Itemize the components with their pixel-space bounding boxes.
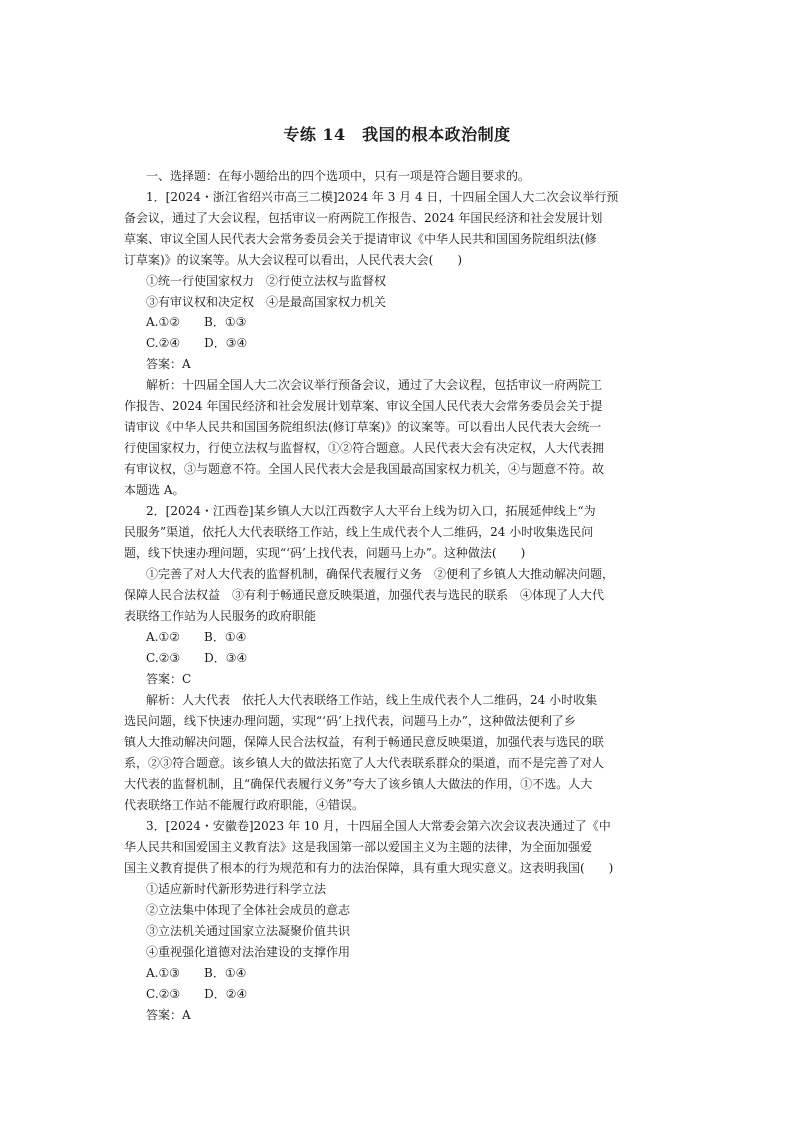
text-line: ④重视强化道德对法治建设的支撑作用 [146,945,351,959]
text-line: 大代表的监督机制，且“确保代表履行义务”夸大了该乡镇人大做法的作用，①不选。人大 [124,777,593,791]
text-line: 草案、审议全国人民代表大会常务委员会关于提请审议《中华人民共和国国务院组织法(修 [124,232,597,246]
text-line: C.②③ D．③④ [146,651,248,665]
text-line: 行使国家权力，行使立法权与监督权，①②符合题意。人民代表大会有决定权，人大代表拥 [124,441,605,455]
text-line: 订草案)》的议案等。从大会议程可以看出，人民代表大会( ) [124,253,463,267]
text-line: C.②③ D．②④ [146,987,248,1001]
text-line: 1．[2024・浙江省绍兴市高三二模]2024 年 3 月 4 日，十四届全国人大二次会议举行预 [146,190,619,204]
text-line: A.①② B．①③ [146,315,247,329]
text-line: 系，②③符合题意。该乡镇人大的做法拓宽了人大代表联系群众的渠道，而不是完善了对人 [124,756,605,770]
text-line: 一、选择题：在每小题给出的四个选项中，只有一项是符合题目要求的。 [146,169,531,183]
text-line: ①适应新时代新形势进行科学立法 [146,882,327,896]
text-line: 选民问题，线下快速办理问题，实现“‘码’上找代表，问题马上办”，这种做法便利了乡 [124,714,576,728]
text-line: A.①③ B．①④ [146,966,247,980]
text-line: 解析：十四届全国人大二次会议举行预备会议，通过了大会议程，包括审议一府两院工 [146,378,603,392]
text-line: 2．[2024・江西卷]某乡镇人大以江西数字人大平台上线为切入口，拓展延伸线上“为 [146,504,596,518]
text-line: 华人民共和国爱国主义教育法》这是我国第一部以爱国主义为主题的法律，为全面加强爱 [124,840,593,854]
text-line: 代表联络工作站不能履行政府职能，④错误。 [124,798,365,812]
text-line: 备会议，通过了大会议程，包括审议一府两院工作报告、2024 年国民经济和社会发展计划 [124,211,603,225]
text-line: 有审议权，③与题意不符。全国人民代表大会是我国最高国家权力机关，④与题意不符。故 [124,462,605,476]
text-line: C.②④ D．③④ [146,336,248,350]
text-line: ③有审议权和决定权 ④是最高国家权力机关 [146,295,387,309]
text-line: 答案：C [146,672,192,686]
text-line: 答案：A [146,357,191,371]
text-line: 镇人大推动解决问题，保障人民合法权益，有利于畅通民意反映渠道，加强代表与选民的联 [124,735,605,749]
text-line: 国主义教育提供了根本的行为规范和有力的法治保障，具有重大现实意义。这表明我国( ) [124,861,614,875]
text-line: 题，线下快速办理问题，实现“‘码’上找代表，问题马上办”。这种做法( ) [124,546,526,560]
text-line: A.①② B．①④ [146,630,247,644]
text-line: 表联络工作站为人民服务的政府职能 [124,609,317,623]
text-line: 答案：A [146,1008,191,1022]
text-line: 作报告、2024 年国民经济和社会发展计划草案、审议全国人民代表大会常务委员会关于提 [124,399,603,413]
text-line: 3．[2024・安徽卷]2023 年 10 月，十四届全国人大常委会第六次会议表决通过了《中 [146,819,611,833]
text-line: ②立法集中体现了全体社会成员的意志 [146,903,351,917]
text-line: 请审议《中华人民共和国国务院组织法(修订草案)》的议案等。可以看出人民代表大会统一 [124,420,602,434]
text-line: ①统一行使国家权力 ②行使立法权与监督权 [146,274,387,288]
text-line: 保障人民合法权益 ③有利于畅通民意反映渠道，加强代表与选民的联系 ④体现了人大代 [124,588,605,602]
page-title: 专练 14 我国的根本政治制度 [283,125,511,144]
text-line: 解析：人大代表 依托人大代表联络工作站，线上生成代表个人二维码，24 小时收集 [146,693,598,707]
text-line: ①完善了对人大代表的监督机制，确保代表履行义务 ②便利了乡镇人大推动解决问题， [146,567,615,581]
text-line: ③立法机关通过国家立法凝聚价值共识 [146,924,351,938]
text-line: 民服务”渠道，依托人大代表联络工作站，线上生成代表个人二维码，24 小时收集选民问 [124,525,594,539]
text-line: 本题选 A。 [124,483,185,497]
